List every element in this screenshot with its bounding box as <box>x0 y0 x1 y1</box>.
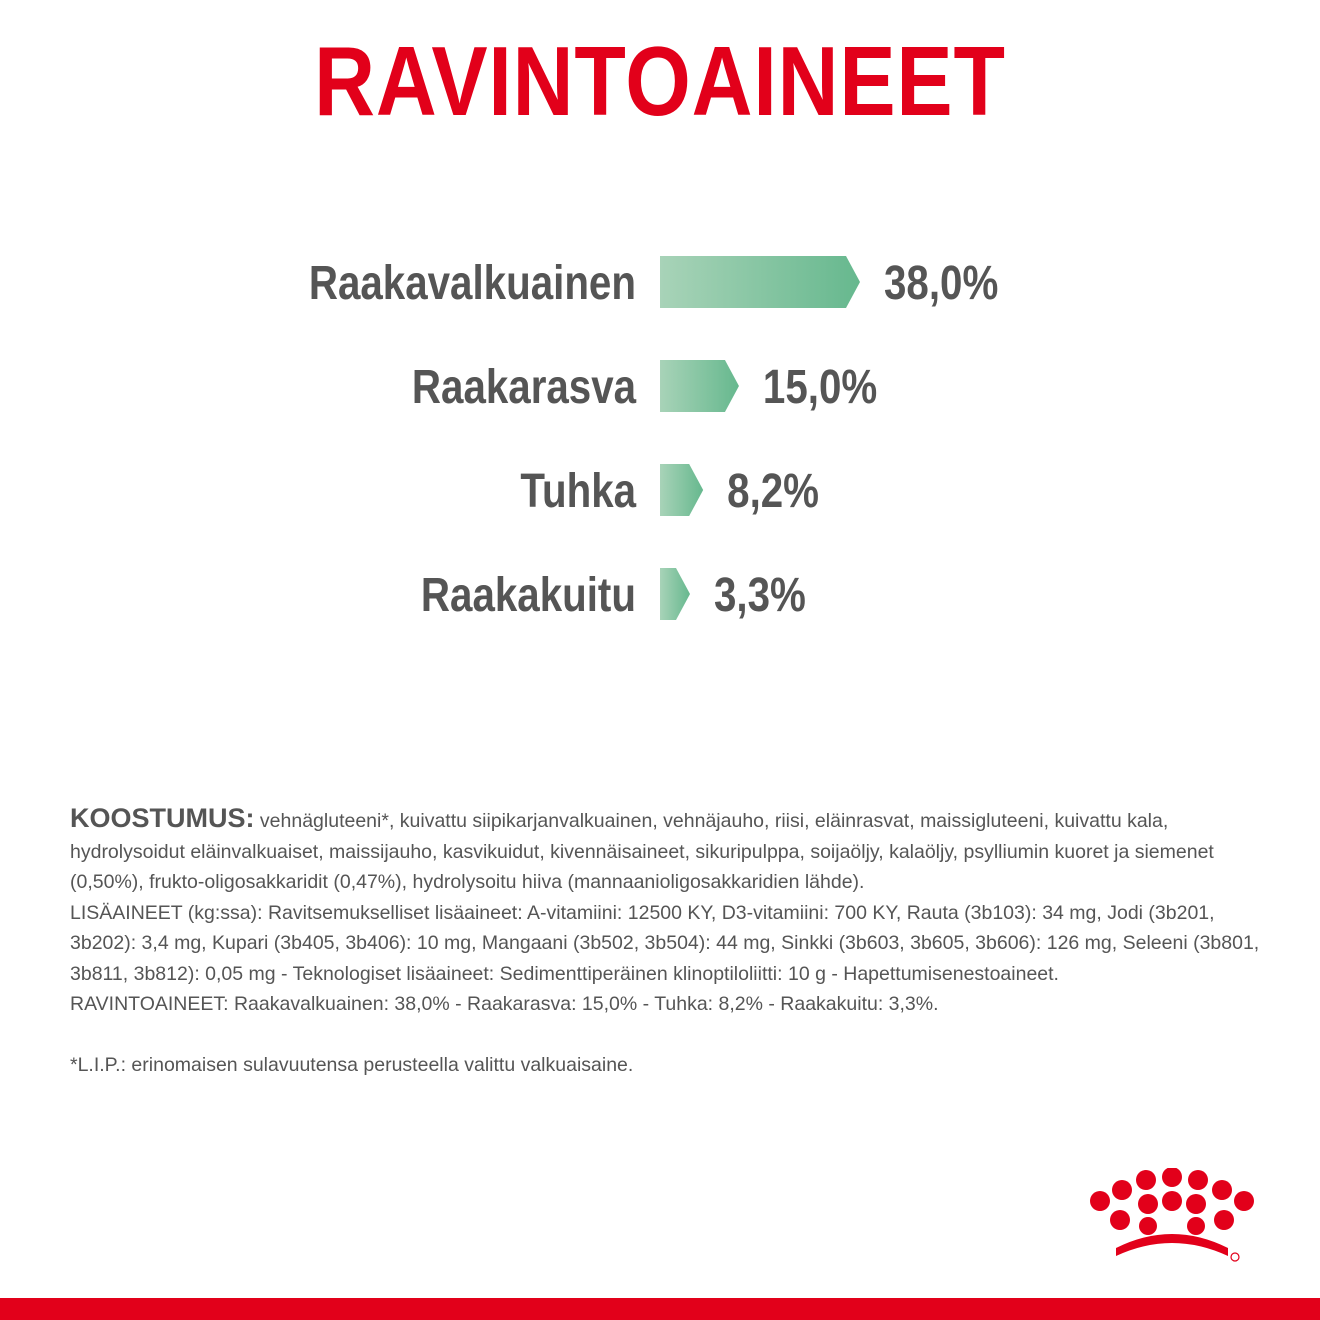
composition-block <box>70 803 1260 1080</box>
bottom-brand-bar <box>0 1298 1320 1320</box>
bar-label-tuhka: Tuhka <box>520 464 637 518</box>
bar-value-raakarasva: 15,0% <box>762 360 878 414</box>
bar-value-raakakuitu: 3,3% <box>714 568 806 622</box>
nutrient-bar-chart <box>0 230 1320 660</box>
footnote-text: *L.I.P.: erinomaisen sulavuutensa perusteella valittu valkuaisaine. <box>70 1053 634 1076</box>
bar-value-tuhka: 8,2% <box>727 464 820 518</box>
bar-label-raakakuitu: Raakakuitu <box>420 568 636 622</box>
composition-paragraph <box>70 803 1260 898</box>
bar-label-raakavalkuainen: Raakavalkuainen <box>308 256 636 310</box>
royal-canin-crown-logo-icon <box>1086 1168 1258 1268</box>
bar-raakakuitu <box>660 568 690 620</box>
composition-heading: KOOSTUMUS: <box>70 803 255 833</box>
composition-text: vehnägluteeni*, kuivattu siipikarjanvalkuainen, vehnäjauho, riisi, eläinrasvat, maissigluteeni, kuivattu kala, hydrolysoidut eläinvalkuaiset, maissijauho, kasvikuidut, kivennäisaineet, sikuripulppa, soijaöljy, kalaöljy, psylliumin kuoret ja siemenet (0,50%), frukto-oligosakkaridit (0,47%), hydrolysoitu hiiva (mannaanioligosakkaridien lähde). <box>70 810 1214 893</box>
additives-text: LISÄAINEET (kg:ssa): Ravitsemukselliset lisäaineet: A-vitamiini: 12500 KY, D3-vitamiini: 700 KY, Rauta (3b103): 34 mg, Jodi (3b201, 3b202): 3,4 mg, Kupari (3b405, 3b406): 10 mg, Mangaani (3b502, 3b504): 44 mg, Sinkki (3b603, 3b605, 3b606): 126 mg, Seleeni (3b801, 3b811, 3b812): 0,05 mg - Teknologiset lisäaineet: Sedimenttiperäinen klinoptiloliitti: 10 g - Hapettumisenestoaineet. <box>70 901 1260 985</box>
page-title: RAVINTOAINEET <box>314 26 1006 136</box>
bar-label-raakarasva: Raakarasva <box>411 360 637 414</box>
bar-value-raakavalkuainen: 38,0% <box>884 256 999 310</box>
bar-raakavalkuainen <box>660 256 860 308</box>
bar-tuhka <box>660 464 703 516</box>
nutrients-text: RAVINTOAINEET: Raakavalkuainen: 38,0% - Raakarasva: 15,0% - Tuhka: 8,2% - Raakakuitu: 3,3%. <box>70 993 939 1015</box>
bar-raakarasva <box>660 360 739 412</box>
